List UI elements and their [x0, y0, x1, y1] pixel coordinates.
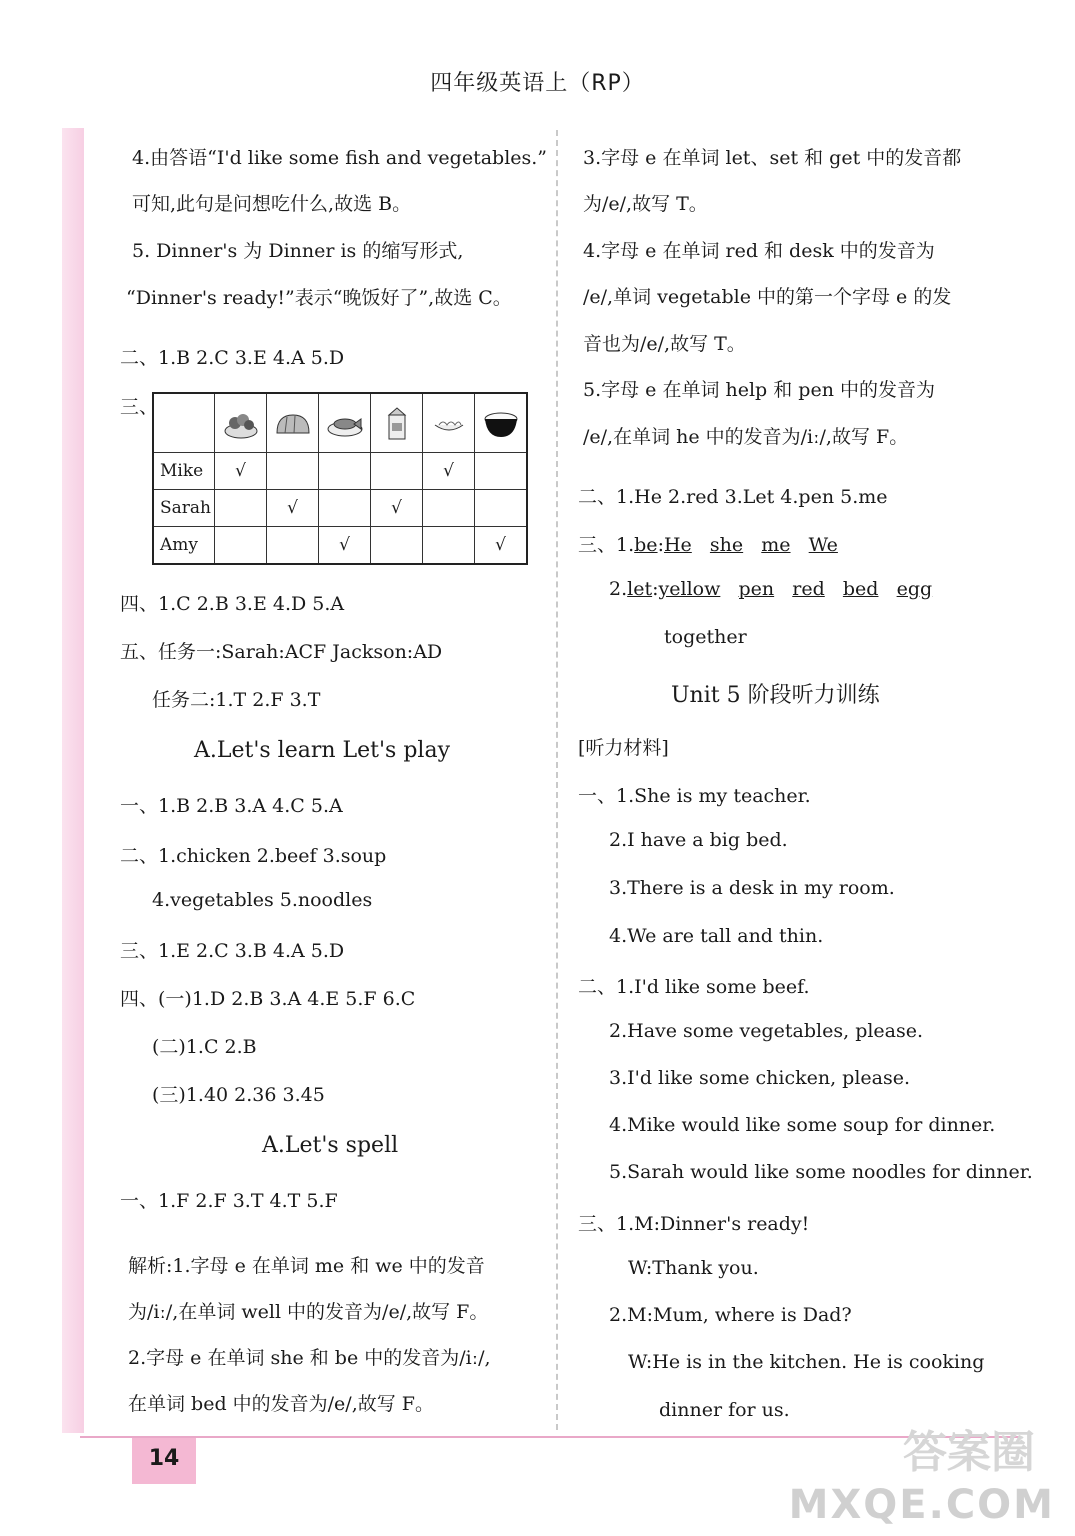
food-table: [152, 392, 528, 565]
answer-line: 任务二:1.T 2.F 3.T: [152, 689, 321, 711]
text-line: 音也为/e/,故写 T。: [583, 333, 746, 355]
milk-cell: [371, 393, 423, 453]
answer-line: together: [664, 626, 747, 648]
text-line: 3.字母 e 在单词 let、set 和 get 中的发音都: [583, 147, 962, 169]
answer-line: 二、1.B 2.C 3.E 4.A 5.D: [120, 347, 345, 369]
food-header-row: [153, 393, 527, 453]
text-line: “Dinner's ready!”表示“晚饭好了”,故选 C。: [126, 287, 512, 309]
word: egg: [896, 578, 933, 600]
word: He: [663, 534, 692, 556]
section-label: 三、: [120, 396, 159, 418]
answer-prefix: 2.: [609, 578, 628, 600]
answer-line: [609, 578, 932, 600]
bottom-rule: [80, 1436, 1020, 1438]
empty-cell: [153, 393, 215, 453]
salad-icon: [221, 405, 261, 441]
mark-cell: [215, 527, 267, 565]
word: let: [627, 578, 653, 600]
page-number: 14: [132, 1438, 196, 1484]
mark-cell: [319, 490, 371, 527]
mark-cell: [319, 453, 371, 490]
mark-cell: [371, 453, 423, 490]
answer-line: (三)1.40 2.36 3.45: [152, 1084, 325, 1106]
table-row: [153, 490, 527, 527]
row-name: Sarah: [153, 490, 215, 527]
mark-cell: [423, 527, 475, 565]
rice-cell: [475, 393, 528, 453]
word: she: [709, 534, 744, 556]
section-title: A.Let's learn Let's play: [194, 738, 450, 763]
mark-cell: [267, 453, 319, 490]
answer-line: 二、1.chicken 2.beef 3.soup: [120, 845, 387, 867]
word: me: [761, 534, 791, 556]
column-divider: [556, 130, 558, 1430]
word: pen: [738, 578, 775, 600]
text-line: 为/iː/,在单词 well 中的发音为/e/,故写 F。: [128, 1301, 489, 1323]
text-line: 5.字母 e 在单词 help 和 pen 中的发音为: [583, 379, 935, 401]
material-label: [听力材料]: [578, 737, 669, 759]
answer-line: [578, 530, 838, 557]
text-line: /e/,在单词 he 中的发音为/iː/,故写 F。: [583, 426, 909, 448]
text-line: 3.I'd like some chicken, please.: [609, 1067, 911, 1089]
mark-cell: [423, 490, 475, 527]
fish-cell: [319, 393, 371, 453]
text-line: 一、1.She is my teacher.: [578, 785, 811, 807]
answer-line: 4.vegetables 5.noodles: [152, 889, 373, 911]
answer-line: 四、(一)1.D 2.B 3.A 4.E 5.F 6.C: [120, 988, 416, 1010]
answer-line: 一、1.F 2.F 3.T 4.T 5.F: [120, 1190, 338, 1212]
mark-cell: √: [423, 453, 475, 490]
text-line: W:Thank you.: [628, 1257, 759, 1279]
mark-cell: [475, 453, 528, 490]
text-line: 2.Have some vegetables, please.: [609, 1020, 924, 1042]
answer-line: 三、1.E 2.C 3.B 4.A 5.D: [120, 940, 345, 962]
text-line: 2.字母 e 在单词 she 和 be 中的发音为/iː/,: [128, 1347, 491, 1369]
page-header: 四年级英语上（RP）: [430, 71, 645, 96]
text-line: 二、1.I'd like some beef.: [578, 976, 810, 998]
answer-line: 二、1.He 2.red 3.Let 4.pen 5.me: [578, 486, 888, 508]
text-line: 3.There is a desk in my room.: [609, 877, 895, 899]
watermark-logo: 答案圈: [903, 1427, 1035, 1478]
table-row: [153, 527, 527, 565]
mark-cell: [267, 527, 319, 565]
text-line: 为/e/,故写 T。: [583, 193, 708, 215]
colon: :: [657, 534, 664, 556]
answer-line: (二)1.C 2.B: [152, 1036, 257, 1058]
mark-cell: [215, 490, 267, 527]
answer-line: 一、1.B 2.B 3.A 4.C 5.A: [120, 795, 343, 817]
text-line: dinner for us.: [659, 1399, 790, 1421]
mark-cell: √: [267, 490, 319, 527]
watermark-url: MXQE.COM: [788, 1482, 1055, 1528]
text-line: 4.字母 e 在单词 red 和 desk 中的发音为: [583, 240, 935, 262]
answer-prefix: 三、1.: [578, 534, 635, 556]
table-row: [153, 453, 527, 490]
text-line: 三、1.M:Dinner's ready!: [578, 1213, 810, 1235]
text-line: /e/,单词 vegetable 中的第一个字母 e 的发: [583, 286, 952, 308]
text-line: 2.M:Mum, where is Dad?: [609, 1304, 852, 1326]
colon: :: [652, 578, 659, 600]
noodles-icon: [429, 405, 469, 441]
fish-dish-icon: [325, 405, 365, 441]
mark-cell: √: [215, 453, 267, 490]
answer-line: 五、任务一:Sarah:ACF Jackson:AD: [120, 641, 443, 663]
text-line: 4.Mike would like some soup for dinner.: [609, 1114, 996, 1136]
text-line: 在单词 bed 中的发音为/e/,故写 F。: [128, 1393, 434, 1415]
section-title: A.Let's spell: [262, 1133, 399, 1158]
text-line: 5. Dinner's 为 Dinner is 的缩写形式,: [132, 240, 464, 262]
mark-cell: [371, 527, 423, 565]
mark-cell: √: [319, 527, 371, 565]
bread-cell: [267, 393, 319, 453]
mark-cell: √: [475, 527, 528, 565]
margin-strip: [62, 128, 84, 1433]
rice-bowl-icon: [481, 405, 521, 441]
section-title: Unit 5 阶段听力训练: [671, 683, 880, 708]
text-line: W:He is in the kitchen. He is cooking: [628, 1351, 985, 1373]
word: yellow: [658, 578, 721, 600]
text-line: 2.I have a big bed.: [609, 829, 788, 851]
text-line: 可知,此句是问想吃什么,故选 B。: [132, 193, 412, 215]
word: bed: [842, 578, 879, 600]
mark-cell: √: [371, 490, 423, 527]
mark-cell: [475, 490, 528, 527]
bread-icon: [273, 405, 313, 441]
row-name: Mike: [153, 453, 215, 490]
row-name: Amy: [153, 527, 215, 565]
word: We: [808, 534, 838, 556]
text-line: 4.We are tall and thin.: [609, 925, 824, 947]
text-line: 解析:1.字母 e 在单词 me 和 we 中的发音: [128, 1255, 485, 1277]
salad-cell: [215, 393, 267, 453]
noodles-cell: [423, 393, 475, 453]
answer-line: 四、1.C 2.B 3.E 4.D 5.A: [120, 593, 345, 615]
word: red: [792, 578, 825, 600]
milk-carton-icon: [377, 405, 417, 441]
text-line: 5.Sarah would like some noodles for dinner.: [609, 1161, 1033, 1183]
word: be: [634, 534, 658, 556]
text-line: 4.由答语“I'd like some fish and vegetables.”: [132, 147, 548, 169]
